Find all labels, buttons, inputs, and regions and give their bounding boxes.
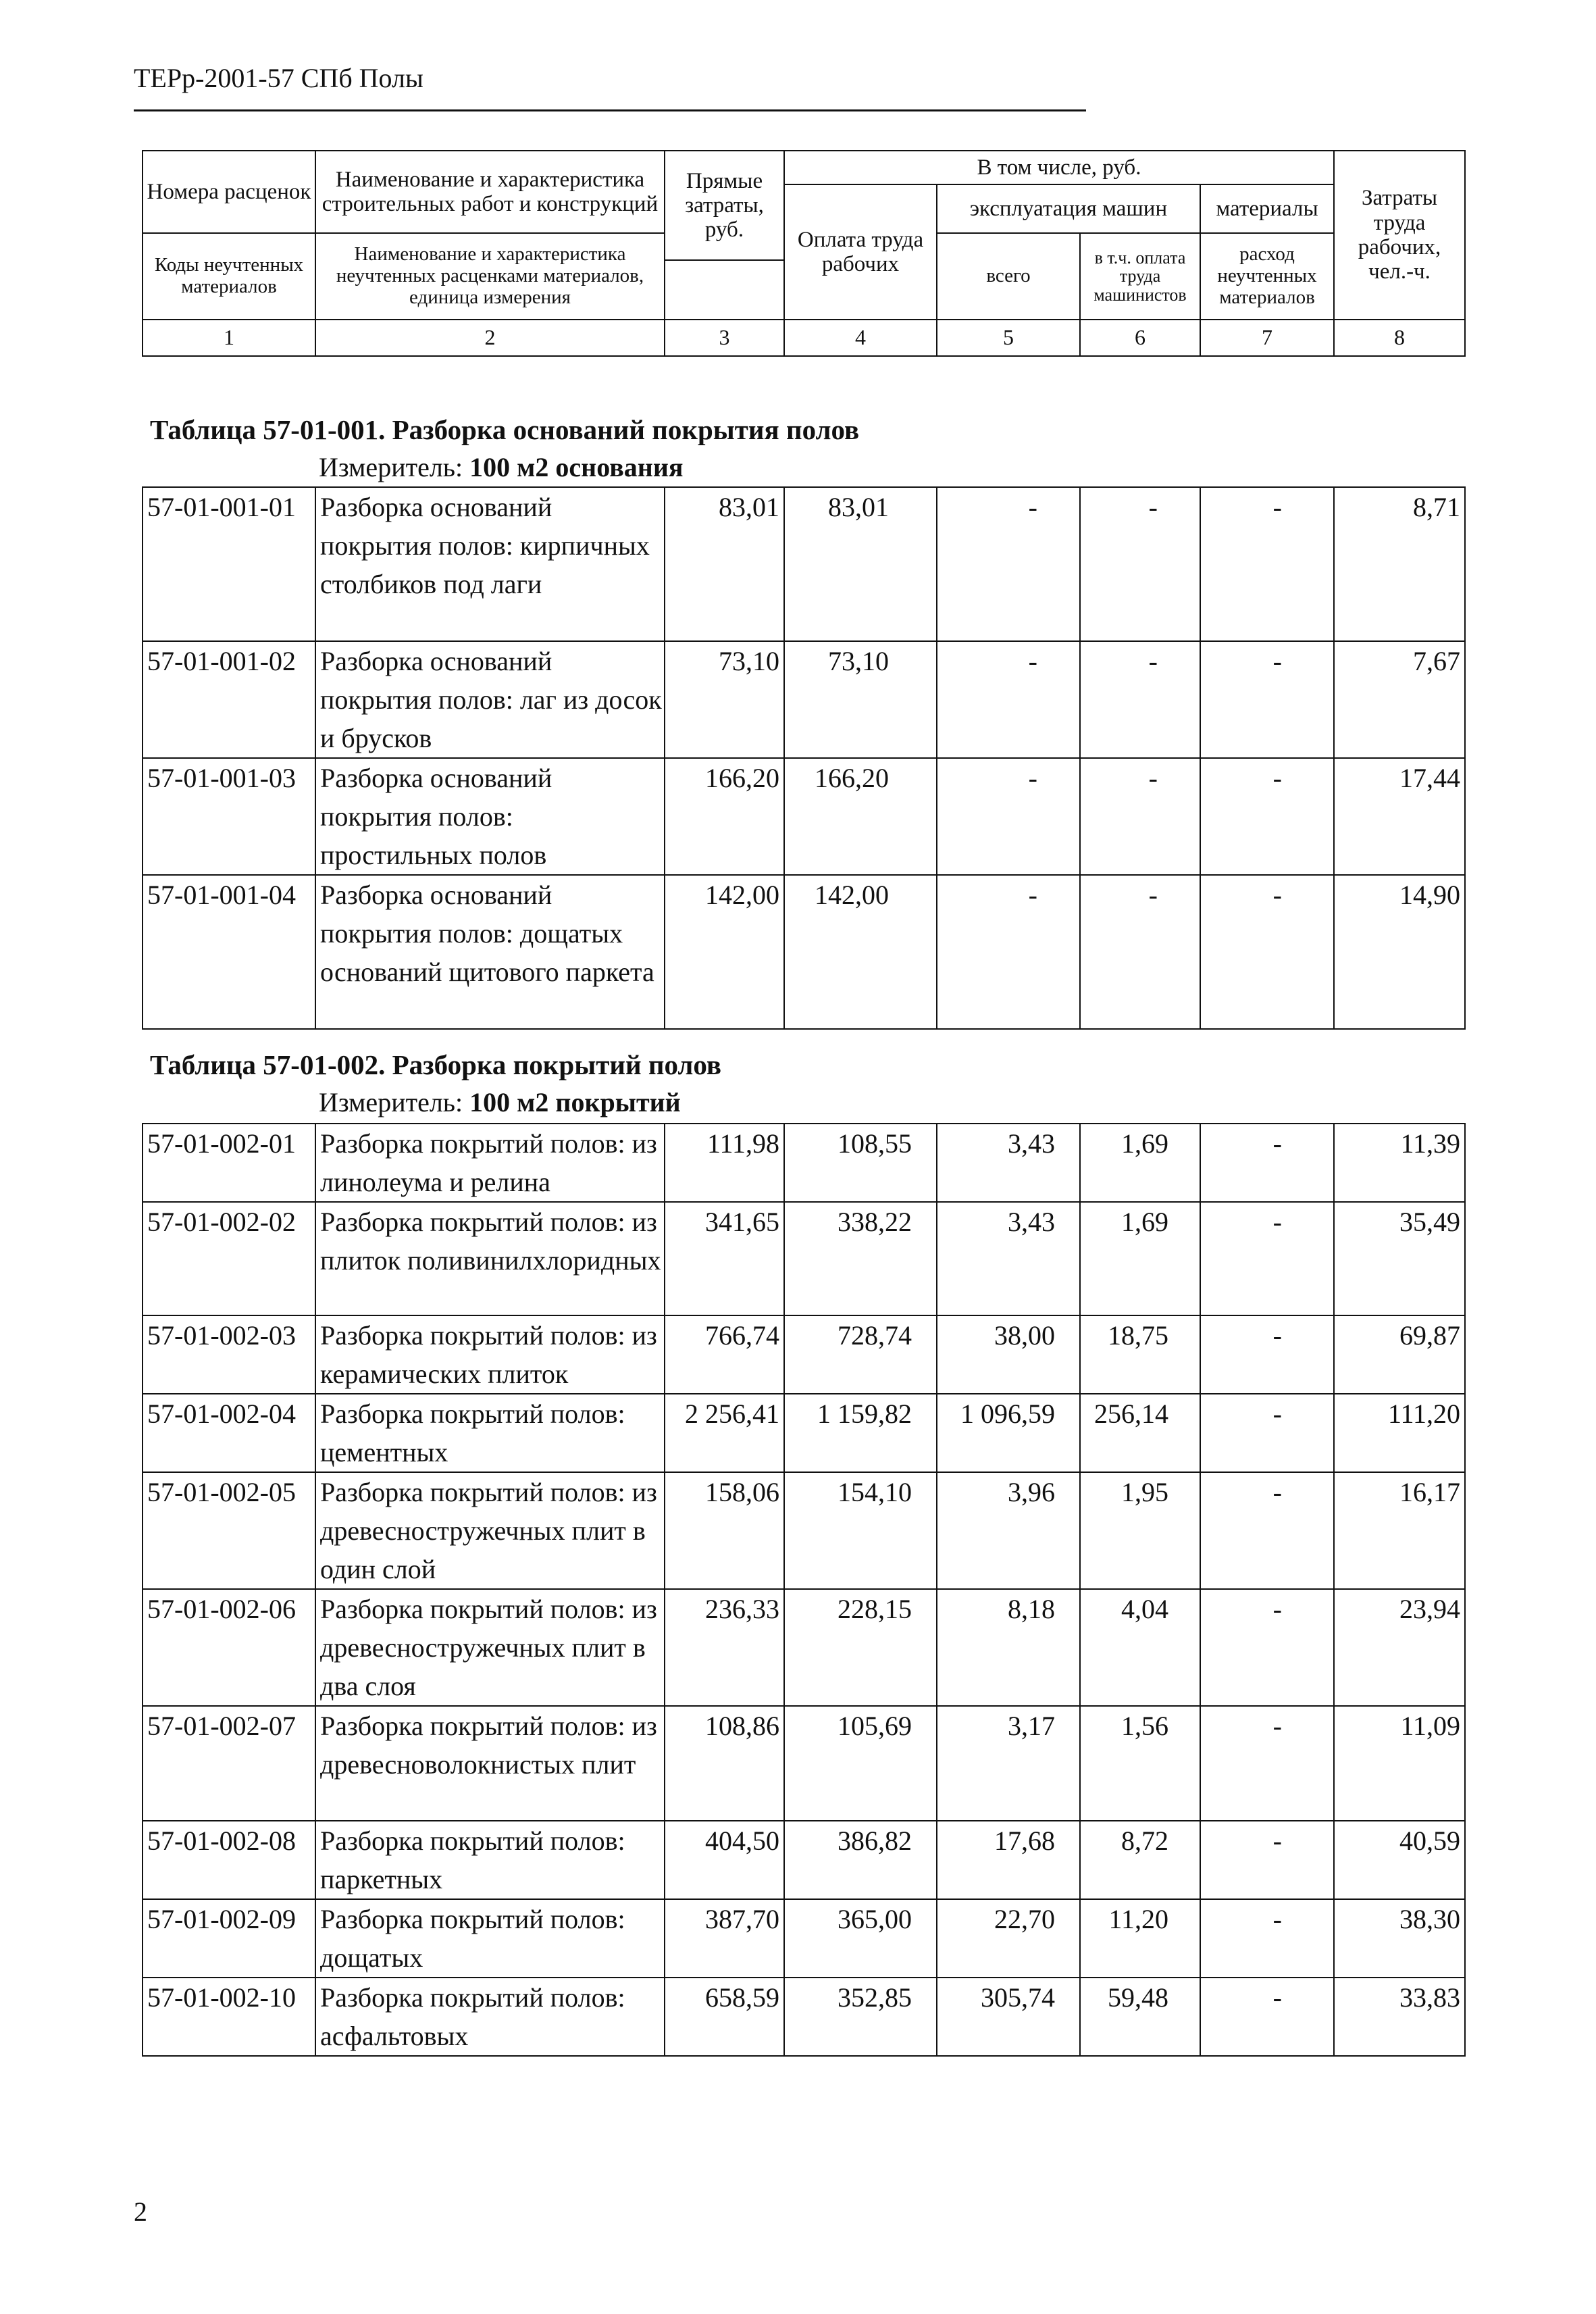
direct-costs: 73,10 [665,641,784,758]
work-description: Разборка покрытий полов: дощатых [315,1899,665,1978]
materials-consumption: - [1200,487,1334,641]
machinists-pay: 8,72 [1080,1821,1200,1899]
machinists-pay: 59,48 [1080,1978,1200,2056]
header-labor-hours: Затраты труда рабочих, чел.-ч. [1334,151,1465,320]
table-row [143,1589,1465,1706]
table2-title: Таблица 57-01-002. Разборка покрытий полов [150,1049,722,1080]
header-direct-costs-cont [665,260,784,320]
machines-total: 1 096,59 [937,1394,1080,1472]
rate-code: 57-01-001-01 [143,487,315,641]
machines-total: 305,74 [937,1978,1080,2056]
header-machines-total: всего [937,233,1080,320]
materials-consumption: - [1200,1124,1334,1202]
machinists-pay: 256,14 [1080,1394,1200,1472]
labor-pay: 154,10 [784,1472,937,1589]
labor-hours: 69,87 [1334,1315,1465,1394]
col-number: 8 [1334,320,1465,356]
header-labor-pay: Оплата труда рабочих [784,184,937,320]
table-row [143,1978,1465,2056]
labor-pay: 352,85 [784,1978,937,2056]
labor-hours: 8,71 [1334,487,1465,641]
header-rate-numbers: Номера расценок [143,151,315,233]
labor-hours: 111,20 [1334,1394,1465,1472]
col-number: 6 [1080,320,1200,356]
table2-meter-label: Измеритель: [319,1087,463,1117]
labor-pay: 166,20 [784,758,937,875]
materials-consumption: - [1200,1706,1334,1821]
labor-hours: 35,49 [1334,1202,1465,1315]
materials-consumption: - [1200,758,1334,875]
work-description: Разборка покрытий полов: из древесностружечных плит в два слоя [315,1589,665,1706]
header-direct-costs: Прямые затраты, руб. [665,151,784,260]
rate-code: 57-01-002-09 [143,1899,315,1978]
work-description: Разборка покрытий полов: из керамических плиток [315,1315,665,1394]
work-description: Разборка оснований покрытия полов: лаг из досок и брусков [315,641,665,758]
labor-pay: 1 159,82 [784,1394,937,1472]
work-description: Разборка оснований покрытия полов: дощатых оснований щитового паркета [315,875,665,1029]
materials-consumption: - [1200,1315,1334,1394]
machines-total: 3,17 [937,1706,1080,1821]
title-underline [134,109,1086,111]
header-machines: эксплуатация машин [937,184,1200,233]
header-including: В том числе, руб. [784,151,1334,184]
rate-code: 57-01-002-06 [143,1589,315,1706]
table2 [142,1123,1466,2057]
direct-costs: 387,70 [665,1899,784,1978]
col-number: 1 [143,320,315,356]
header-material-codes: Коды неучтенных материалов [143,233,315,320]
col-number: 2 [315,320,665,356]
labor-hours: 16,17 [1334,1472,1465,1589]
rate-code: 57-01-002-07 [143,1706,315,1821]
labor-pay: 338,22 [784,1202,937,1315]
machinists-pay: - [1080,758,1200,875]
machines-total: 3,43 [937,1202,1080,1315]
direct-costs: 404,50 [665,1821,784,1899]
materials-consumption: - [1200,1899,1334,1978]
machinists-pay: 1,69 [1080,1124,1200,1202]
materials-consumption: - [1200,1978,1334,2056]
document-title: ТЕРр-2001-57 СПб Полы [134,63,423,93]
labor-pay: 83,01 [784,487,937,641]
table-row [143,1202,1465,1315]
machines-total: 22,70 [937,1899,1080,1978]
labor-hours: 23,94 [1334,1589,1465,1706]
rate-code: 57-01-001-02 [143,641,315,758]
table-row [143,1394,1465,1472]
labor-pay: 105,69 [784,1706,937,1821]
rate-code: 57-01-002-10 [143,1978,315,2056]
col-number: 7 [1200,320,1334,356]
work-description: Разборка покрытий полов: из линолеума и релина [315,1124,665,1202]
direct-costs: 766,74 [665,1315,784,1394]
table2-meter [319,1086,681,1118]
machines-total: 3,43 [937,1124,1080,1202]
machines-total: - [937,758,1080,875]
machinists-pay: 1,95 [1080,1472,1200,1589]
materials-consumption: - [1200,875,1334,1029]
materials-consumption: - [1200,1589,1334,1706]
work-description: Разборка оснований покрытия полов: простильных полов [315,758,665,875]
work-description: Разборка покрытий полов: паркетных [315,1821,665,1899]
direct-costs: 83,01 [665,487,784,641]
direct-costs: 108,86 [665,1706,784,1821]
materials-consumption: - [1200,1821,1334,1899]
table-row [143,1472,1465,1589]
rate-code: 57-01-002-02 [143,1202,315,1315]
table-row [143,641,1465,758]
work-description: Разборка покрытий полов: цементных [315,1394,665,1472]
header-material-name: Наименование и характеристика неучтенных расценками материалов, единица измерения [315,233,665,320]
machines-total: 3,96 [937,1472,1080,1589]
work-description: Разборка оснований покрытия полов: кирпичных столбиков под лаги [315,487,665,641]
col-number: 5 [937,320,1080,356]
table2-meter-value: 100 м2 покрытий [469,1087,681,1117]
machinists-pay: 4,04 [1080,1589,1200,1706]
direct-costs: 2 256,41 [665,1394,784,1472]
materials-consumption: - [1200,641,1334,758]
rate-code: 57-01-001-04 [143,875,315,1029]
labor-hours: 14,90 [1334,875,1465,1029]
work-description: Разборка покрытий полов: из древесностружечных плит в один слой [315,1472,665,1589]
direct-costs: 341,65 [665,1202,784,1315]
materials-consumption: - [1200,1472,1334,1589]
rate-code: 57-01-002-08 [143,1821,315,1899]
materials-consumption: - [1200,1394,1334,1472]
header-work-name: Наименование и характеристика строительных работ и конструкций [315,151,665,233]
table-row [143,875,1465,1029]
machinists-pay: - [1080,875,1200,1029]
work-description: Разборка покрытий полов: асфальтовых [315,1978,665,2056]
table-row [143,1706,1465,1821]
table-row [143,1315,1465,1394]
labor-pay: 365,00 [784,1899,937,1978]
machinists-pay: - [1080,487,1200,641]
labor-hours: 11,39 [1334,1124,1465,1202]
labor-pay: 142,00 [784,875,937,1029]
table-row [143,1899,1465,1978]
table1 [142,486,1466,1030]
machines-total: - [937,641,1080,758]
labor-pay: 108,55 [784,1124,937,1202]
rate-code: 57-01-002-03 [143,1315,315,1394]
machinists-pay: 1,56 [1080,1706,1200,1821]
labor-pay: 386,82 [784,1821,937,1899]
machines-total: 8,18 [937,1589,1080,1706]
machines-total: 17,68 [937,1821,1080,1899]
column-header-table [142,150,1466,357]
table1-meter-label: Измеритель: [319,452,463,482]
direct-costs: 658,59 [665,1978,784,2056]
rate-code: 57-01-002-04 [143,1394,315,1472]
labor-hours: 7,67 [1334,641,1465,758]
machines-total: - [937,487,1080,641]
table-row [143,1124,1465,1202]
work-description: Разборка покрытий полов: из плиток поливинилхлоридных [315,1202,665,1315]
table-row [143,758,1465,875]
rate-code: 57-01-002-01 [143,1124,315,1202]
machines-total: 38,00 [937,1315,1080,1394]
machinists-pay: 18,75 [1080,1315,1200,1394]
table-row [143,487,1465,641]
direct-costs: 158,06 [665,1472,784,1589]
table1-meter [319,451,684,483]
machinists-pay: 11,20 [1080,1899,1200,1978]
col-number: 4 [784,320,937,356]
labor-hours: 33,83 [1334,1978,1465,2056]
labor-pay: 228,15 [784,1589,937,1706]
machinists-pay: 1,69 [1080,1202,1200,1315]
table1-title: Таблица 57-01-001. Разборка оснований покрытия полов [150,414,860,445]
labor-hours: 38,30 [1334,1899,1465,1978]
direct-costs: 142,00 [665,875,784,1029]
col-number: 3 [665,320,784,356]
header-materials: материалы [1200,184,1334,233]
labor-hours: 17,44 [1334,758,1465,875]
direct-costs: 166,20 [665,758,784,875]
machines-total: - [937,875,1080,1029]
page-number: 2 [134,2196,147,2227]
labor-hours: 40,59 [1334,1821,1465,1899]
header-machinists-pay: в т.ч. оплата труда машинистов [1080,233,1200,320]
table1-meter-value: 100 м2 основания [469,452,684,482]
rate-code: 57-01-002-05 [143,1472,315,1589]
table-row [143,1821,1465,1899]
direct-costs: 236,33 [665,1589,784,1706]
labor-pay: 728,74 [784,1315,937,1394]
work-description: Разборка покрытий полов: из древесноволокнистых плит [315,1706,665,1821]
labor-pay: 73,10 [784,641,937,758]
labor-hours: 11,09 [1334,1706,1465,1821]
materials-consumption: - [1200,1202,1334,1315]
rate-code: 57-01-001-03 [143,758,315,875]
machinists-pay: - [1080,641,1200,758]
direct-costs: 111,98 [665,1124,784,1202]
header-materials-consumption: расход неучтенных материалов [1200,233,1334,320]
